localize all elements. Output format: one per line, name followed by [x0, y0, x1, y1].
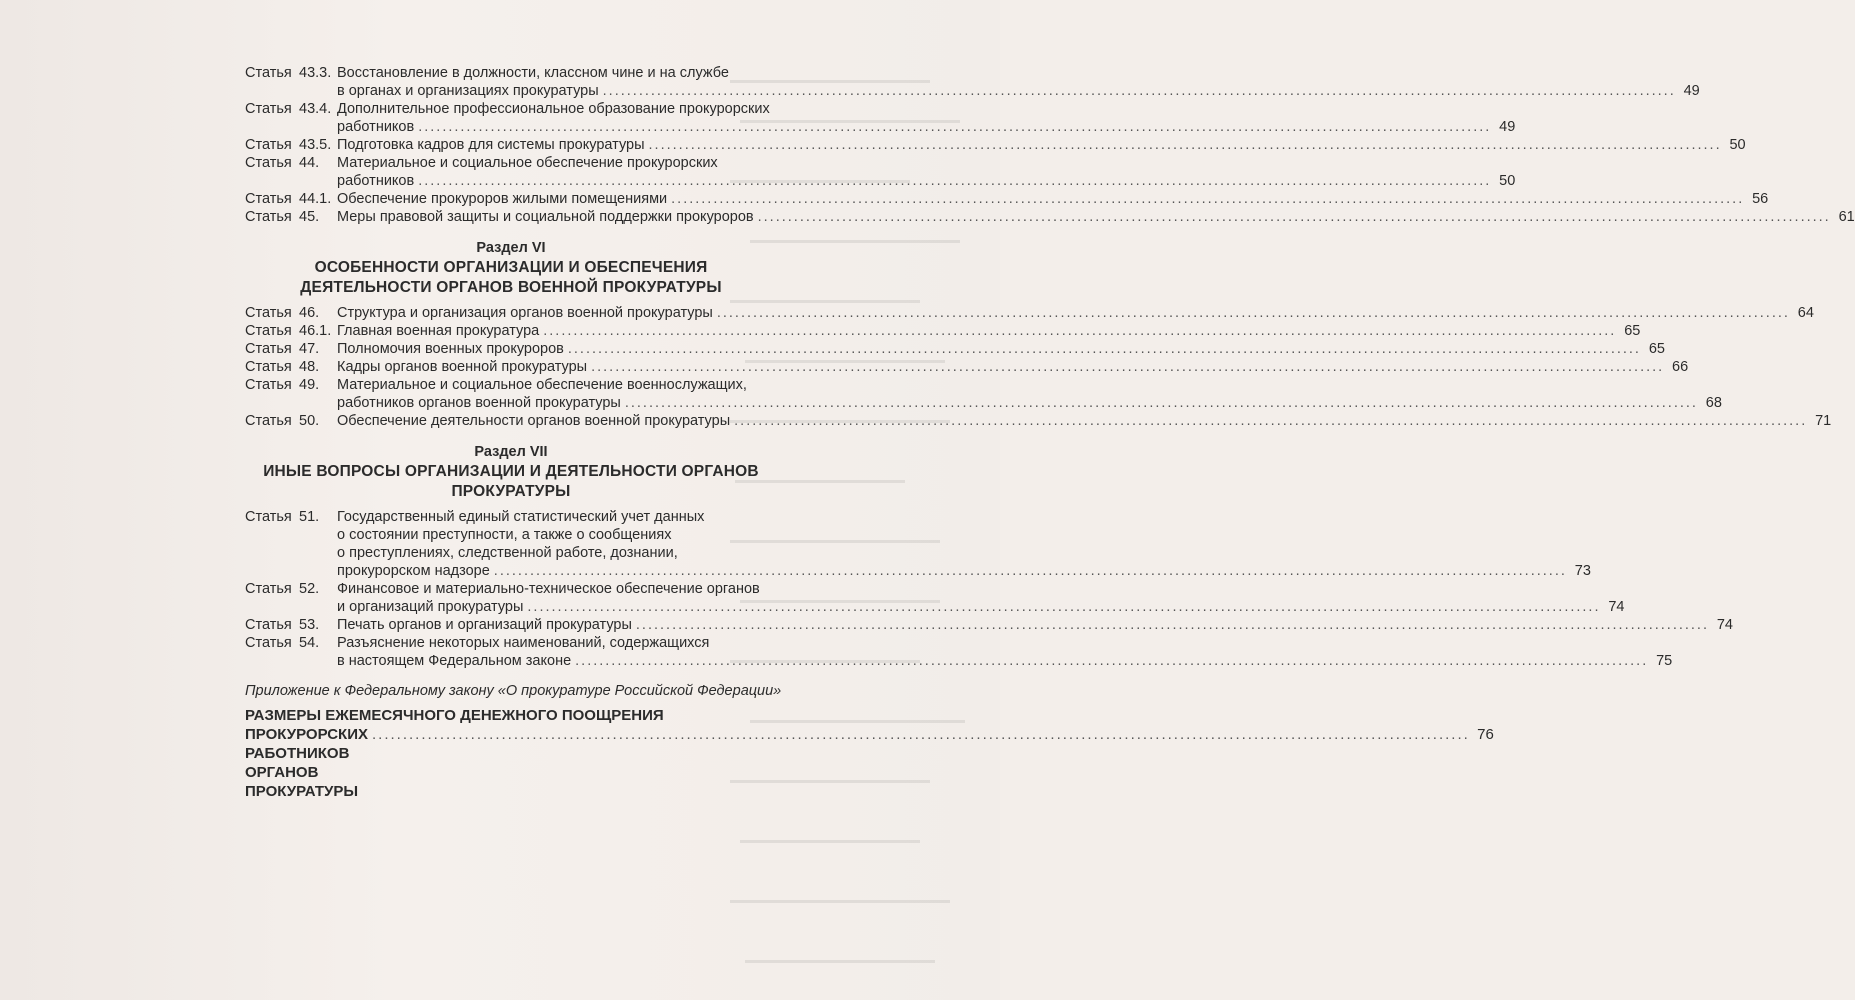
toc-entry — [245, 412, 1832, 430]
appendix-title-line-2: ПРОКУРОРСКИХ РАБОТНИКОВ ОРГАНОВ ПРОКУРАТУРЫ — [245, 726, 368, 800]
leader-dots: .................................................................................................................................................................................. — [671, 191, 1745, 207]
leader-dots: .................................................................................................................................................................................. — [527, 599, 1601, 615]
leader-dots: .................................................................................................................................................................................. — [575, 653, 1649, 669]
article-title-line: в настоящем Федеральном законе — [337, 653, 572, 669]
article-label: Статья — [245, 209, 292, 225]
article-label: Статья — [245, 305, 292, 321]
section-6-heading: Раздел VI — [476, 240, 546, 256]
leader-dots: .................................................................................................................................................................................. — [734, 413, 1808, 429]
toc-group-1 — [245, 64, 1855, 226]
article-title-line: Разъяснение некоторых наименований, содержащихся — [337, 635, 710, 651]
section-6-title-line-1: ОСОБЕННОСТИ ОРГАНИЗАЦИИ И ОБЕСПЕЧЕНИЯ — [314, 259, 708, 276]
article-title-line: Меры правовой защиты и социальной поддержки прокуроров — [337, 209, 754, 225]
article-title-line: о состоянии преступности, а также о сообщениях — [337, 527, 672, 543]
page-number: 50 — [1499, 173, 1516, 189]
page-number: 49 — [1499, 119, 1516, 135]
leader-dots: .................................................................................................................................................................................. — [624, 395, 1698, 411]
article-number: 51. — [299, 509, 320, 525]
page-number: 61 — [1838, 209, 1855, 225]
article-title-line: в органах и организациях прокуратуры — [337, 83, 599, 99]
article-number: 43.5. — [299, 137, 332, 153]
article-label: Статья — [245, 323, 292, 339]
page-number: 68 — [1705, 395, 1722, 411]
article-label: Статья — [245, 65, 292, 81]
page-number: 74 — [1608, 599, 1625, 615]
page-number: 75 — [1656, 653, 1673, 669]
article-number: 43.4. — [299, 101, 332, 117]
section-7-heading: Раздел VII — [474, 444, 548, 460]
article-title-line: Дополнительное профессиональное образование прокурорских — [337, 101, 770, 117]
table-of-contents — [245, 64, 1855, 801]
article-label: Статья — [245, 137, 292, 153]
appendix-note: Приложение к Федеральному закону «О прокуратуре Российской Федерации» — [245, 683, 782, 699]
article-title-line: Материальное и социальное обеспечение военнослужащих, — [337, 377, 747, 393]
page-number: 56 — [1752, 191, 1769, 207]
article-label: Статья — [245, 581, 292, 597]
article-label: Статья — [245, 377, 292, 393]
article-title-line: Обеспечение прокуроров жилыми помещениями — [337, 191, 668, 207]
page-number: 73 — [1574, 563, 1591, 579]
page-number: 50 — [1729, 137, 1746, 153]
toc-entry — [245, 190, 1769, 208]
article-title-line: Полномочия военных прокуроров — [337, 341, 564, 357]
toc-entry — [245, 64, 1700, 100]
leader-dots: .................................................................................................................................................................................. — [757, 209, 1831, 225]
article-title-line: работников — [337, 119, 415, 135]
toc-group-2 — [245, 304, 1832, 430]
toc-group-3 — [245, 508, 1733, 670]
article-title-line: Государственный единый статистический учет данных — [337, 509, 705, 525]
article-number: 52. — [299, 581, 320, 597]
article-number: 44. — [299, 155, 320, 171]
page-number: 64 — [1797, 305, 1814, 321]
leader-dots: .................................................................................................................................................................................. — [602, 83, 1676, 99]
article-title-line: Главная военная прокуратура — [337, 323, 540, 339]
article-title-line: Структура и организация органов военной прокуратуры — [337, 305, 713, 321]
leader-dots: .................................................................................................................................................................................. — [493, 563, 1567, 579]
leader-dots: .................................................................................................................................................................................. — [372, 726, 1470, 743]
article-number: 50. — [299, 413, 320, 429]
article-label: Статья — [245, 341, 292, 357]
article-number: 53. — [299, 617, 320, 633]
leader-dots: .................................................................................................................................................................................. — [567, 341, 1641, 357]
appendix-title — [245, 706, 1494, 801]
leader-dots: .................................................................................................................................................................................. — [648, 137, 1722, 153]
article-title-line: Финансовое и материально-техническое обеспечение органов — [337, 581, 760, 597]
article-label: Статья — [245, 635, 292, 651]
article-number: 46. — [299, 305, 320, 321]
toc-entry — [245, 322, 1641, 340]
article-label: Статья — [245, 617, 292, 633]
article-label: Статья — [245, 191, 292, 207]
article-number: 43.3. — [299, 65, 332, 81]
article-label: Статья — [245, 509, 292, 525]
toc-entry — [245, 508, 1591, 580]
leader-dots: .................................................................................................................................................................................. — [418, 119, 1492, 135]
toc-entry — [245, 340, 1665, 358]
page-number: 71 — [1815, 413, 1832, 429]
article-number: 49. — [299, 377, 320, 393]
toc-entry — [245, 376, 1722, 412]
leader-dots: .................................................................................................................................................................................. — [543, 323, 1617, 339]
article-number: 45. — [299, 209, 320, 225]
article-number: 54. — [299, 635, 320, 651]
toc-entry — [245, 634, 1673, 670]
article-label: Статья — [245, 101, 292, 117]
article-title-line: Материальное и социальное обеспечение прокурорских — [337, 155, 718, 171]
toc-entry — [245, 358, 1689, 376]
appendix-page-number: 76 — [1477, 726, 1494, 743]
appendix-title-line-1: РАЗМЕРЫ ЕЖЕМЕСЯЧНОГО ДЕНЕЖНОГО ПООЩРЕНИЯ — [245, 707, 664, 724]
article-number: 47. — [299, 341, 320, 357]
article-label: Статья — [245, 413, 292, 429]
section-7-title-line-2: ПРОКУРАТУРЫ — [451, 483, 571, 500]
leader-dots: .................................................................................................................................................................................. — [635, 617, 1709, 633]
article-number: 48. — [299, 359, 320, 375]
toc-entry — [245, 580, 1625, 616]
article-number: 46.1. — [299, 323, 332, 339]
toc-entry — [245, 136, 1746, 154]
article-title-line: прокурорском надзоре — [337, 563, 490, 579]
leader-dots: .................................................................................................................................................................................. — [418, 173, 1492, 189]
toc-entry — [245, 154, 1516, 190]
leader-dots: .................................................................................................................................................................................. — [591, 359, 1665, 375]
section-6-title-line-2: ДЕЯТЕЛЬНОСТИ ОРГАНОВ ВОЕННОЙ ПРОКУРАТУРЫ — [300, 279, 722, 296]
page-number: 49 — [1683, 83, 1700, 99]
article-title-line: о преступлениях, следственной работе, дознании, — [337, 545, 678, 561]
article-title-line: Печать органов и организаций прокуратуры — [337, 617, 632, 633]
article-title-line: Подготовка кадров для системы прокуратуры — [337, 137, 645, 153]
article-title-line: работников — [337, 173, 415, 189]
article-number: 44.1. — [299, 191, 332, 207]
toc-entry — [245, 304, 1814, 322]
article-title-line: и организаций прокуратуры — [337, 599, 524, 615]
toc-entry — [245, 100, 1516, 136]
article-label: Статья — [245, 359, 292, 375]
page-number: 65 — [1648, 341, 1665, 357]
page-number: 74 — [1716, 617, 1733, 633]
article-title-line: Обеспечение деятельности органов военной прокуратуры — [337, 413, 731, 429]
toc-entry — [245, 208, 1855, 226]
leader-dots: .................................................................................................................................................................................. — [716, 305, 1790, 321]
page-number: 65 — [1624, 323, 1641, 339]
article-title-line: Восстановление в должности, классном чине и на службе — [337, 65, 729, 81]
article-label: Статья — [245, 155, 292, 171]
article-title-line: работников органов военной прокуратуры — [337, 395, 621, 411]
toc-entry — [245, 616, 1733, 634]
page-number: 66 — [1672, 359, 1689, 375]
article-title-line: Кадры органов военной прокуратуры — [337, 359, 588, 375]
section-7-title-line-1: ИНЫЕ ВОПРОСЫ ОРГАНИЗАЦИИ И ДЕЯТЕЛЬНОСТИ ОРГАНОВ — [263, 463, 759, 480]
